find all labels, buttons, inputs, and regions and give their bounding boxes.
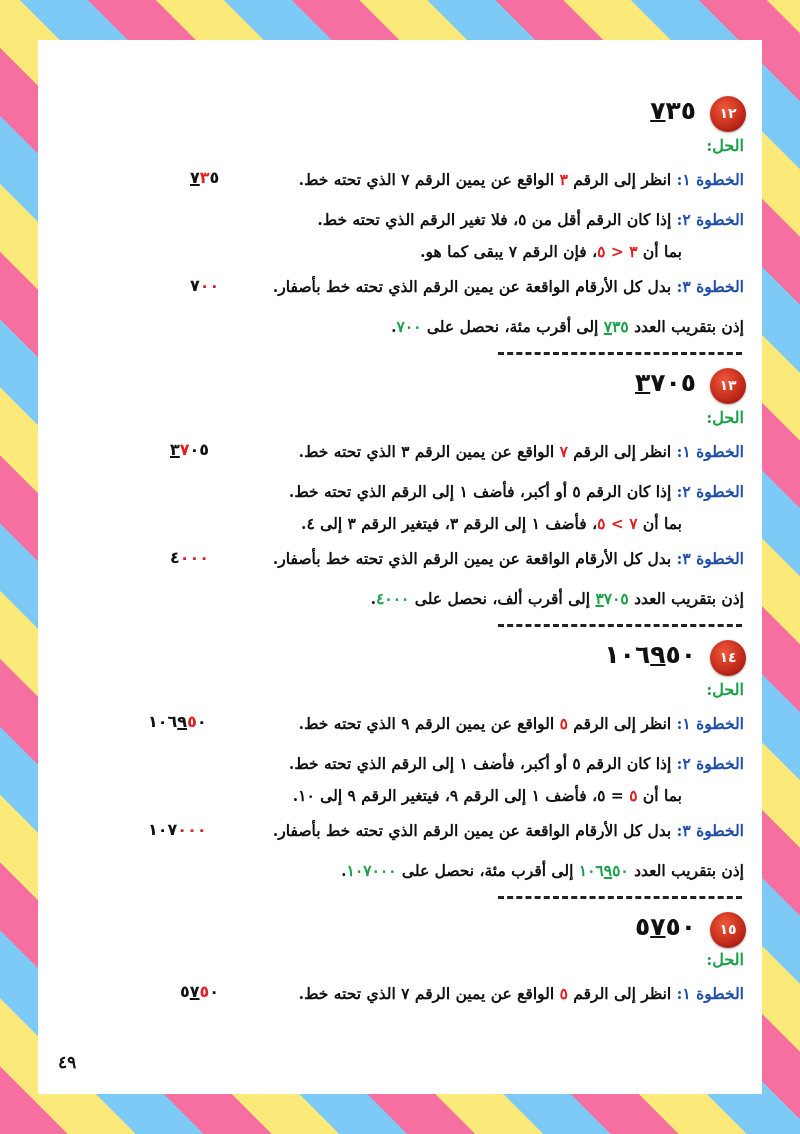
conclusion: إذن بتقريب العدد ١٠٦٩٥٠ إلى أقرب مئة، نحصل على ١٠٧٠٠٠. <box>341 861 744 880</box>
conclusion: إذن بتقريب العدد ٣٧٠٥ إلى أقرب ألف، نحصل على ٤٠٠٠. <box>370 589 744 608</box>
step-3: الخطوة ٣: بدل كل الأرقام الواقعة عن يمين الرقم الذي تحته خط بأصفار. <box>272 277 744 296</box>
page-number: ٤٩ <box>58 1053 77 1073</box>
solution-label: الحل: <box>706 136 744 155</box>
step-3: الخطوة ٣: بدل كل الأرقام الواقعة عن يمين الرقم الذي تحته خط بأصفار. <box>272 821 744 840</box>
step-1-digits: ٧٣٥ <box>190 168 220 187</box>
separator <box>498 624 742 627</box>
question-number-badge: ١٣ <box>710 368 746 404</box>
step-1: الخطوة ١: انظر إلى الرقم ٣ الواقع عن يمين الرقم ٧ الذي تحته خط. <box>298 170 744 189</box>
question-12-header <box>546 96 746 136</box>
step-1: الخطوة ١: انظر إلى الرقم ٧ الواقع عن يمين الرقم ٣ الذي تحته خط. <box>298 442 744 461</box>
question-number-badge: ١٤ <box>710 640 746 676</box>
question-14-header <box>546 640 746 680</box>
separator <box>498 352 742 355</box>
step-3-digits: ٧٠٠ <box>190 276 220 295</box>
worksheet-page <box>38 40 762 1094</box>
step-3: الخطوة ٣: بدل كل الأرقام الواقعة عن يمين الرقم الذي تحته خط بأصفار. <box>272 549 744 568</box>
step-3-digits: ١٠٧٠٠٠ <box>148 820 207 839</box>
question-number-value: ٥٧٥٠ <box>634 912 696 941</box>
step-2-detail: بما أن ٥ = ٥، فأضف ١ إلى الرقم ٩، فيتغير الرقم ٩ إلى ١٠. <box>292 786 682 805</box>
step-1-digits: ٥٧٥٠ <box>180 982 220 1001</box>
step-2: الخطوة ٢: إذا كان الرقم ٥ أو أكبر، فأضف ١ إلى الرقم الذي تحته خط. <box>288 482 744 501</box>
question-number-value: ٣٧٠٥ <box>634 368 696 397</box>
question-15-header <box>546 912 746 952</box>
separator <box>498 896 742 899</box>
step-2: الخطوة ٢: إذا كان الرقم أقل من ٥، فلا تغير الرقم الذي تحته خط. <box>317 210 744 229</box>
step-2-detail: بما أن ٣ < ٥، فإن الرقم ٧ يبقى كما هو. <box>420 242 682 261</box>
step-1: الخطوة ١: انظر إلى الرقم ٥ الواقع عن يمين الرقم ٧ الذي تحته خط. <box>298 984 744 1003</box>
step-1-digits: ٣٧٠٥ <box>170 440 210 459</box>
question-number-badge: ١٥ <box>710 912 746 948</box>
step-1: الخطوة ١: انظر إلى الرقم ٥ الواقع عن يمين الرقم ٩ الذي تحته خط. <box>298 714 744 733</box>
step-2-detail: بما أن ٧ > ٥، فأضف ١ إلى الرقم ٣، فيتغير الرقم ٣ إلى ٤. <box>301 514 682 533</box>
solution-label: الحل: <box>706 950 744 969</box>
question-number-badge: ١٢ <box>710 96 746 132</box>
solution-label: الحل: <box>706 680 744 699</box>
step-2: الخطوة ٢: إذا كان الرقم ٥ أو أكبر، فأضف ١ إلى الرقم الذي تحته خط. <box>288 754 744 773</box>
question-number-value: ٧٣٥ <box>650 96 696 125</box>
step-1-digits: ١٠٦٩٥٠ <box>148 712 207 731</box>
step-3-digits: ٤٠٠٠ <box>170 548 210 567</box>
conclusion: إذن بتقريب العدد ٧٣٥ إلى أقرب مئة، نحصل على ٧٠٠. <box>391 317 744 336</box>
question-number-value: ١٠٦٩٥٠ <box>604 640 696 669</box>
question-13-header <box>546 368 746 408</box>
solution-label: الحل: <box>706 408 744 427</box>
